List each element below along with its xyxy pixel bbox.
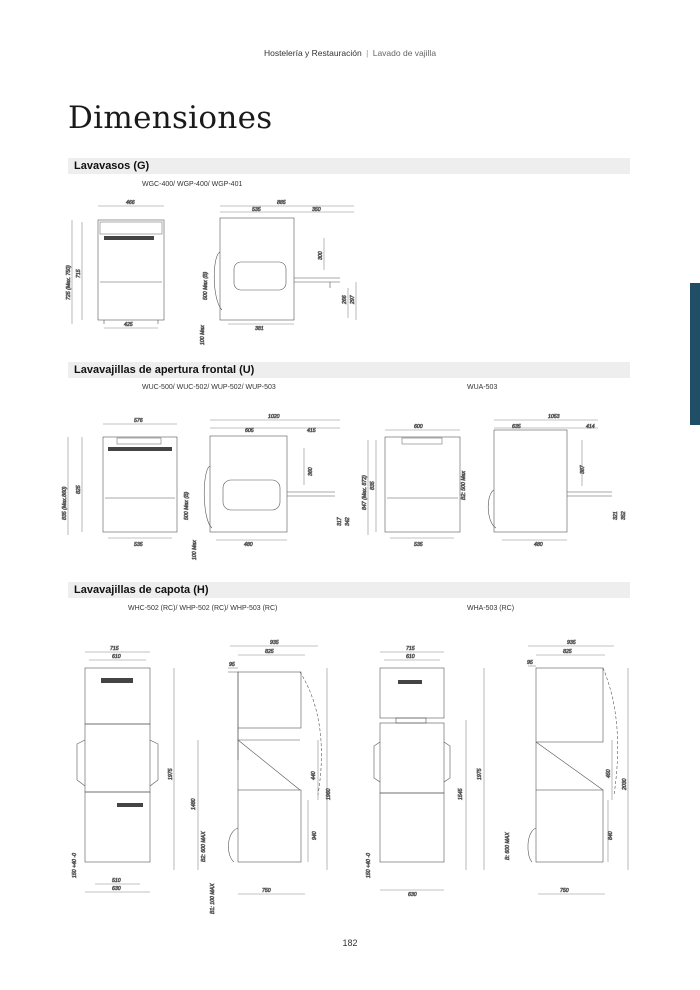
dim-u-total-d: 1020 (268, 414, 280, 420)
dim-h-h1: 1975 (168, 768, 174, 780)
dim-g-inlet: 100 Max (200, 325, 206, 345)
model-label-h: WHC-502 (RC)/ WHP-502 (RC)/ WHP-503 (RC) (128, 605, 278, 612)
dim-wha-h1: 1545 (458, 788, 464, 800)
drawing-g-front (72, 206, 164, 328)
page-number: 182 (342, 938, 358, 948)
dim-wha-d1: 825 (563, 649, 572, 655)
model-label-wua: WUA-503 (467, 384, 498, 391)
dim-wua-total-d: 1053 (548, 414, 560, 420)
dim-wha-d5: 750 (560, 888, 569, 894)
dim-wha-d4: 840 (608, 831, 614, 840)
dim-wha-legs: 150 +40 -0 (366, 853, 372, 878)
dim-wua-front-w: 600 (414, 424, 423, 430)
dim-h-w1: 715 (110, 646, 119, 652)
dim-h-legs: 150 +40 -0 (72, 853, 78, 878)
dim-h-d2: 95 (229, 662, 235, 668)
dim-g-base-w: 425 (124, 322, 133, 328)
dim-g-d2: 350 (312, 207, 321, 213)
dim-wua-d3: 387 (580, 465, 586, 474)
dim-wha-h2: 1975 (477, 768, 483, 780)
dim-wua-d6: 480 (534, 542, 543, 548)
model-label-wha: WHA-503 (RC) (467, 605, 515, 612)
dim-u-d2: 415 (307, 428, 316, 434)
dim-g-total-d: 885 (277, 200, 286, 206)
dim-h-d1: 825 (265, 649, 274, 655)
dim-h-inlet: B1: 100 MAX (210, 883, 216, 914)
drawing-wha-side (528, 646, 628, 894)
dim-u-d3: 360 (308, 467, 314, 476)
drawing-u-front (68, 424, 177, 538)
dim-wha-w2: 610 (406, 654, 415, 660)
dim-h-total-d: 935 (270, 640, 279, 646)
dim-u-drain: 500 Max (B) (184, 491, 190, 520)
dim-u-d5: 342 (345, 517, 351, 526)
header-subsection: Lavado de vajilla (372, 48, 437, 58)
header-section: Hostelería y Restauración (263, 48, 362, 58)
dim-h-base1: 510 (112, 878, 121, 884)
section-heading-h: Lavavajillas de capota (H) (68, 582, 630, 598)
dim-h-d4: 940 (312, 831, 318, 840)
dim-wha-drain: B: 600 MAX (505, 832, 511, 860)
dim-wua-h-max: 847 (Max. 872) (362, 475, 368, 510)
dim-wua-h: 835 (370, 481, 376, 490)
dim-g-d1: 535 (252, 207, 261, 213)
drawing-wua-front (368, 430, 460, 538)
drawing-h-front (77, 652, 174, 892)
dim-g-d4: 266 (342, 295, 348, 304)
dim-h-d5: 750 (262, 888, 271, 894)
dim-wha-h3: 2030 (622, 778, 628, 790)
dim-u-h-max: 835 (Max.860) (62, 486, 68, 520)
dim-u-d6: 480 (244, 542, 253, 548)
dim-u-base-w: 535 (134, 542, 143, 548)
dim-h-w2: 610 (112, 654, 121, 660)
drawing-u-side (204, 420, 340, 540)
drawing-g-side (214, 206, 356, 324)
dim-h-drain: B2: 600 MAX (201, 831, 207, 862)
dim-wua-base-w: 535 (414, 542, 423, 548)
dim-h-h2: 1480 (191, 798, 197, 810)
dim-u-d1: 605 (245, 428, 254, 434)
dim-u-inlet: 100 Max (192, 540, 198, 560)
section-heading-u: Lavavajillas de apertura frontal (U) (68, 362, 630, 378)
dim-g-d3: 300 (318, 251, 324, 260)
dim-wua-d5: 352 (621, 511, 627, 520)
dim-h-base2: 630 (112, 886, 121, 892)
header-separator: | (366, 48, 369, 58)
drawing-h-side (198, 646, 327, 894)
dim-wua-d4: 321 (613, 511, 619, 520)
drawing-wha-front (374, 652, 484, 890)
dim-u-d4: 317 (337, 517, 343, 526)
dim-h-d3: 440 (311, 771, 317, 780)
dim-wha-base: 630 (408, 892, 417, 898)
dim-h-h3: 1960 (326, 788, 332, 800)
dim-g-drain: 500 Max (B) (203, 271, 209, 300)
drawing-wua-side (488, 420, 612, 540)
dim-wha-d2: 95 (527, 660, 533, 666)
section-heading-g: Lavavasos (G) (68, 158, 630, 174)
dim-wua-d1: 635 (512, 424, 521, 430)
model-label-u: WUC-500/ WUC-502/ WUP-502/ WUP-503 (142, 384, 276, 391)
dim-wha-w1: 715 (406, 646, 415, 652)
dim-g-d6: 381 (255, 326, 264, 332)
dim-wha-d3: 450 (606, 769, 612, 778)
page-title: Dimensiones (68, 100, 273, 136)
dim-wha-total-d: 935 (567, 640, 576, 646)
model-label-g: WGC-400/ WGP-400/ WGP-401 (142, 181, 243, 188)
dim-g-front-w: 466 (126, 200, 135, 206)
dim-g-d5: 297 (350, 295, 356, 304)
dim-u-h: 825 (76, 485, 82, 494)
dim-g-h-max: 725 (Max. 750) (66, 265, 72, 300)
dim-g-h: 715 (76, 269, 82, 278)
dim-wua-d2: 414 (586, 424, 595, 430)
dim-wua-drain: B2: 500 Max (461, 470, 467, 500)
dim-u-front-w: 576 (134, 418, 143, 424)
